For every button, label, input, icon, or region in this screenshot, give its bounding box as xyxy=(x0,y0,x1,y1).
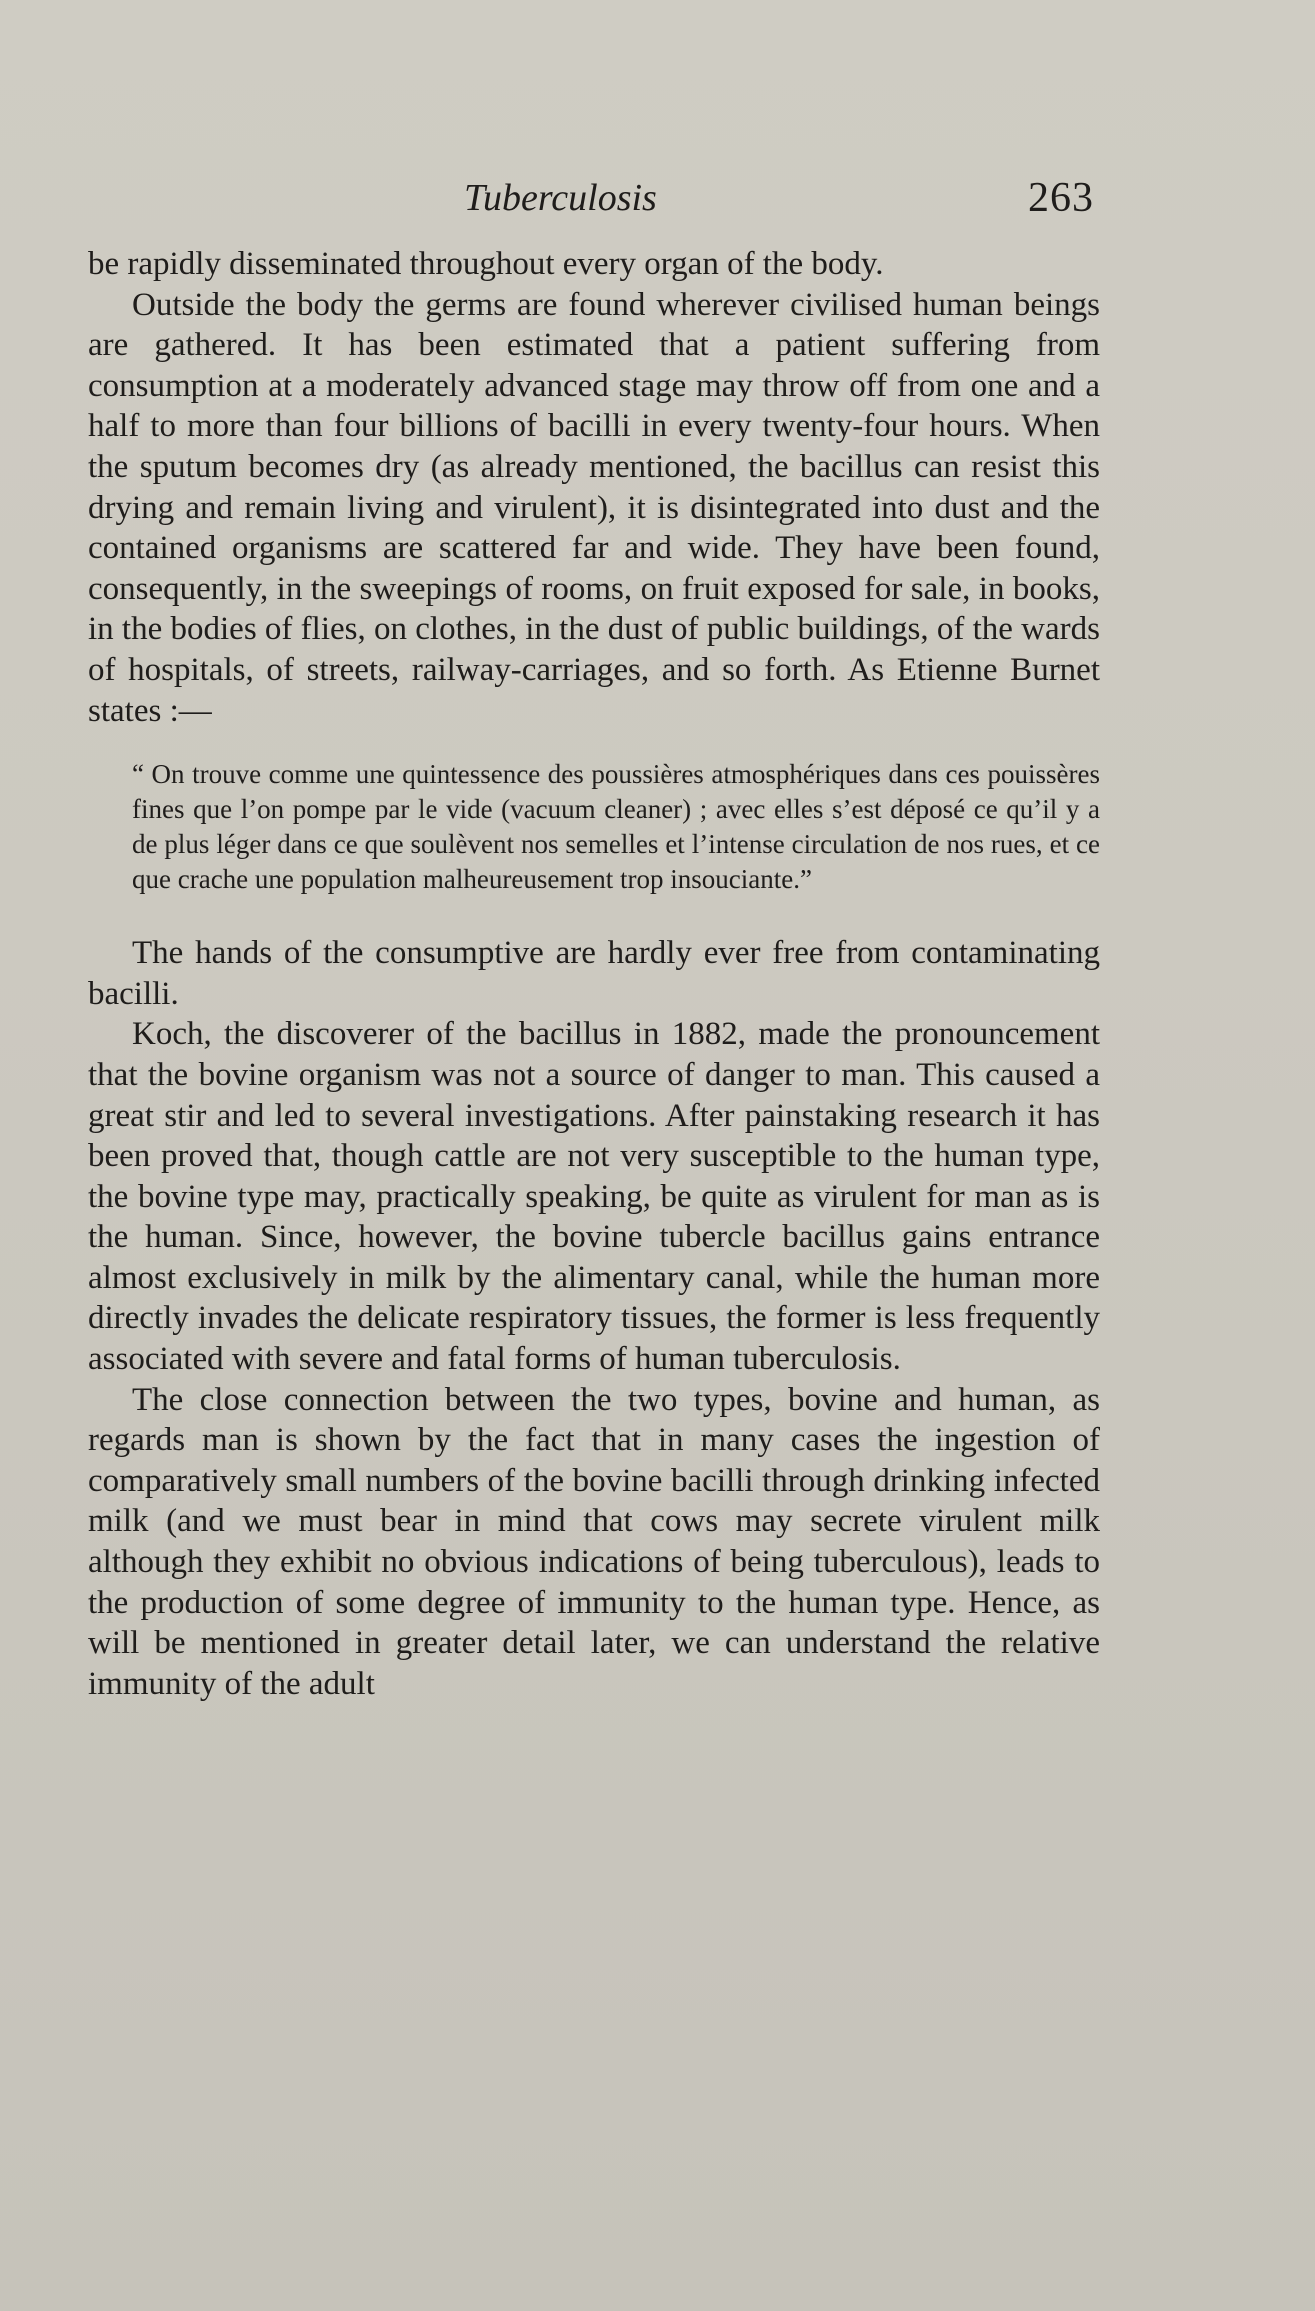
paragraph-germs-outside-body: Outside the body the germs are found wherever civilised human beings are gathered. It has been estimated that a patient suffering from consumption at a moderately advanced stage may throw off from one and a half to more than four billions of bacilli in every twenty-four hours. When the sputum becomes dry (as already mentioned, the bacillus can resist this drying and remain living and virulent), it is disintegrated into dust and the contained organisms are scattered far and wide. They have been found, consequently, in the sweepings of rooms, on fruit exposed for sale, in books, in the bodies of flies, on clothes, in the dust of public buildings, of the wards of hospitals, of streets, railway-carriages, and so forth. As Etienne Burnet states :— xyxy=(88,286,1100,729)
running-head xyxy=(88,168,1100,228)
paragraph-bovine-human: The close connection between the two types, bovine and human, as regards man is shown by the fact that in many cases the ingestion of comparatively small numbers of the bovine bacilli through drinking infected milk (and we must bear in mind that cows may secrete virulent milk although they exhibit no obvious indications of being tuberculous), leads to the production of some degree of immunity to the human type. Hence, as will be mentioned in greater detail later, we can understand the relative immunity of the adult xyxy=(88,1381,1100,1702)
page-number: 263 xyxy=(1028,175,1094,221)
body-text xyxy=(88,244,1100,1704)
paragraph-hands: The hands of the consumptive are hardly ever free from contaminating bacilli. xyxy=(88,935,1100,1012)
paragraph-continuation: be rapidly disseminated throughout every organ of the body. xyxy=(88,246,884,282)
running-title: Tuberculosis xyxy=(464,177,657,219)
block-quote xyxy=(88,757,1100,897)
paragraph-koch: Koch, the discoverer of the bacillus in 1882, made the pronouncement that the bovine organism was not a source of danger to man. This caused a great stir and led to several investigations. After painstaking research it has been proved that, though cattle are not very susceptible to the human type, the bovine type may, practically speaking, be quite as virulent for man as is the human. Since, however, the bovine tubercle bacillus gains entrance almost exclusively in milk by the alimentary canal, while the human more directly invades the delicate respiratory tissues, the former is less frequently associated with severe and fatal forms of human tuberculosis. xyxy=(88,1016,1100,1378)
quote-text: “ On trouve comme une quintessence des poussières atmosphériques dans ces pouissères fines que l’on pompe par le vide (vacuum cleaner) ; avec elles s’est déposé ce qu’il y a de plus léger dans ce que soulèvent nos semelles et l’intense circulation de nos rues, et ce que crache une population malheureusement trop insouciante.” xyxy=(132,759,1100,895)
